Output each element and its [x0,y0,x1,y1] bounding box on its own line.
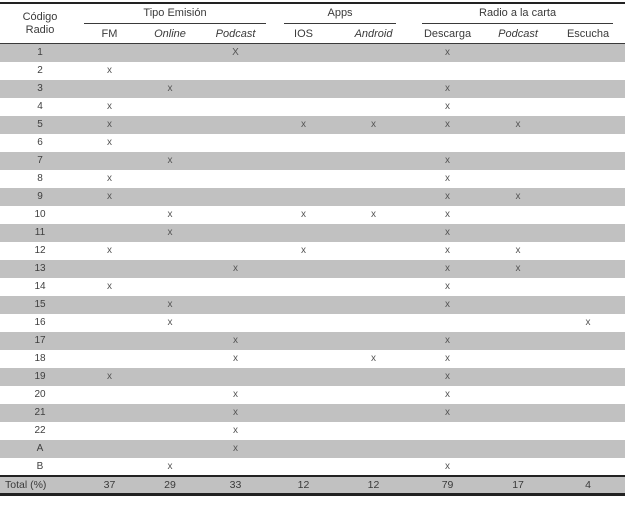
cell-online: x [167,317,173,328]
row-code: 4 [37,101,43,112]
table-row [0,368,625,386]
cell-fm [80,440,139,458]
cell-android: x [371,119,377,130]
table-body [0,44,625,476]
row-code: 8 [37,173,43,184]
col-header-podcast-carta: Podcast [498,27,538,40]
row-code: 17 [34,335,46,346]
cell-online [139,62,201,80]
cell-escucha [551,296,625,314]
row-code: 16 [34,317,46,328]
cell-online [139,98,201,116]
cell-podcast-carta [485,152,551,170]
cell-podcast-emision: x [233,335,238,346]
cell-ios [270,350,337,368]
cell-android [337,98,410,116]
cell-android: x [371,209,377,220]
cell-ios [270,404,337,422]
cell-podcast-carta: x [515,191,521,202]
cell-fm: x [107,245,112,256]
cell-podcast-carta [485,386,551,404]
cell-podcast-emision [201,116,270,134]
table-row [0,314,625,332]
cell-descarga: x [445,191,451,202]
table-row [0,98,625,116]
cell-descarga: x [445,173,451,184]
cell-escucha [551,260,625,278]
cell-podcast-carta [485,80,551,98]
cell-podcast-carta [485,458,551,476]
cell-podcast-emision: x [233,389,238,400]
cell-escucha [551,170,625,188]
cell-podcast-emision [201,242,270,260]
cell-escucha [551,422,625,440]
cell-escucha [551,152,625,170]
cell-escucha [551,368,625,386]
cell-ios [270,98,337,116]
cell-fm [80,458,139,476]
cell-escucha [551,116,625,134]
cell-descarga: x [445,281,451,292]
cell-podcast-carta [485,350,551,368]
cell-android [337,80,410,98]
cell-fm: x [107,137,112,148]
cell-descarga [410,62,485,80]
row-code: 21 [34,407,46,418]
cell-escucha [551,224,625,242]
cell-escucha [551,386,625,404]
cell-ios [270,152,337,170]
table-row [0,80,625,98]
cell-fm [80,314,139,332]
table-row [0,296,625,314]
cell-podcast-carta [485,404,551,422]
cell-escucha [551,404,625,422]
cell-online: x [167,155,173,166]
cell-fm: x [107,191,112,202]
cell-descarga: x [445,407,451,418]
group-header-radio-a-la-carta [410,3,625,24]
cell-podcast-emision: X [232,47,239,59]
cell-online [139,386,201,404]
cell-android [337,44,410,62]
cell-escucha: x [585,317,591,328]
cell-podcast-emision: x [233,407,238,418]
cell-podcast-emision: x [233,353,238,364]
table-row [0,188,625,206]
cell-fm: x [107,65,112,76]
cell-descarga: x [445,83,451,94]
cell-podcast-emision [201,296,270,314]
cell-online: x [167,227,173,238]
cell-ios: x [301,119,307,130]
row-code: 6 [37,137,43,148]
cell-android [337,242,410,260]
corner-header-codigo-radio [0,3,80,44]
cell-android [337,314,410,332]
row-code: 7 [37,155,43,166]
cell-podcast-carta [485,206,551,224]
cell-podcast-emision [201,80,270,98]
table-row [0,152,625,170]
cell-descarga: x [445,209,451,220]
group-label-tipo-emision: Tipo Emisión [84,4,266,24]
cell-podcast-carta [485,296,551,314]
corner-line1: Código [22,10,58,23]
cell-escucha [551,206,625,224]
cell-online [139,404,201,422]
table-header [0,3,625,44]
cell-descarga [410,422,485,440]
cell-ios [270,296,337,314]
table-row [0,134,625,152]
table-row [0,458,625,476]
cell-fm [80,224,139,242]
cell-podcast-emision [201,206,270,224]
cell-fm [80,422,139,440]
cell-android [337,278,410,296]
cell-podcast-carta [485,278,551,296]
cell-online [139,44,201,62]
cell-podcast-carta [485,422,551,440]
cell-android [337,404,410,422]
cell-escucha [551,44,625,62]
total-ios: 12 [297,478,310,491]
cell-online [139,134,201,152]
col-header-fm: FM [101,27,118,40]
cell-fm [80,404,139,422]
cell-podcast-emision [201,98,270,116]
table-row [0,170,625,188]
cell-podcast-emision [201,188,270,206]
cell-online: x [167,209,173,220]
cell-ios [270,134,337,152]
cell-android [337,458,410,476]
cell-online [139,332,201,350]
cell-descarga [410,314,485,332]
cell-online [139,242,201,260]
group-header-row [0,3,625,24]
cell-online [139,260,201,278]
cell-podcast-emision [201,224,270,242]
cell-podcast-carta [485,134,551,152]
cell-android [337,170,410,188]
row-code: A [36,443,44,454]
cell-escucha [551,98,625,116]
table-row [0,206,625,224]
cell-escucha [551,80,625,98]
cell-escucha [551,278,625,296]
cell-podcast-carta: x [515,119,521,130]
cell-escucha [551,440,625,458]
cell-descarga: x [445,227,451,238]
cell-ios: x [301,209,307,220]
table-row [0,350,625,368]
cell-ios [270,224,337,242]
cell-online [139,368,201,386]
cell-online [139,440,201,458]
cell-ios: x [301,245,307,256]
col-header-descarga: Descarga [423,27,472,40]
total-row [0,476,625,495]
cell-podcast-emision: x [233,425,238,436]
cell-android [337,368,410,386]
cell-online: x [167,460,173,472]
cell-descarga: x [445,263,451,274]
cell-fm [80,332,139,350]
cell-escucha [551,242,625,260]
cell-android [337,296,410,314]
row-code: 14 [34,281,46,292]
cell-fm: x [107,281,112,292]
group-header-apps [270,3,410,24]
table-row [0,62,625,80]
col-header-podcast-emision: Podcast [215,27,256,40]
cell-podcast-emision [201,62,270,80]
table-row [0,224,625,242]
cell-descarga: x [445,155,451,166]
row-code: 1 [37,47,43,59]
cell-ios [270,170,337,188]
row-code: 10 [34,209,46,220]
row-code: 18 [34,353,46,364]
col-header-online: Online [154,27,186,40]
cell-descarga: x [445,245,451,256]
table-row [0,242,625,260]
cell-online [139,170,201,188]
cell-fm [80,152,139,170]
total-fm: 37 [103,478,116,491]
cell-online: x [167,83,173,94]
cell-fm [80,350,139,368]
total-label: Total (%) [5,478,47,491]
cell-ios [270,458,337,476]
cell-ios [270,440,337,458]
cell-podcast-emision [201,368,270,386]
cell-ios [270,368,337,386]
cell-escucha [551,332,625,350]
cell-descarga: x [445,47,451,59]
cell-android [337,152,410,170]
cell-podcast-emision [201,314,270,332]
corner-line2: Radio [25,23,55,36]
cell-podcast-emision: x [233,263,238,274]
sub-header-row [0,24,625,44]
row-code: 5 [37,119,43,130]
table-row [0,386,625,404]
cell-android [337,440,410,458]
cell-fm [80,260,139,278]
radio-data-table [0,2,625,496]
table-row [0,440,625,458]
cell-podcast-carta [485,44,551,62]
total-online: 29 [164,478,176,491]
cell-online [139,188,201,206]
cell-podcast-carta [485,62,551,80]
cell-podcast-emision [201,170,270,188]
group-label-apps: Apps [284,4,396,24]
cell-podcast-carta [485,332,551,350]
cell-podcast-emision [201,134,270,152]
cell-fm: x [107,173,112,184]
cell-descarga: x [445,119,451,130]
cell-ios [270,188,337,206]
row-code: 11 [34,227,46,238]
cell-descarga: x [445,299,451,310]
cell-fm [80,206,139,224]
cell-podcast-carta [485,224,551,242]
cell-ios [270,278,337,296]
cell-android [337,62,410,80]
row-code: 2 [37,65,43,76]
cell-escucha [551,62,625,80]
total-descarga: 79 [441,478,454,491]
group-header-tipo-emision [80,3,270,24]
table-row [0,116,625,134]
cell-android [337,332,410,350]
cell-podcast-emision [201,152,270,170]
total-podcast-emision: 33 [229,478,242,491]
row-code: 9 [37,191,43,202]
cell-descarga: x [445,389,451,400]
cell-descarga: x [445,353,451,364]
cell-descarga: x [445,371,451,382]
cell-fm: x [107,371,112,382]
cell-podcast-carta: x [515,263,521,274]
row-code: 15 [34,299,46,310]
cell-podcast-carta [485,98,551,116]
cell-podcast-emision: x [233,443,238,454]
cell-android: x [371,353,377,364]
cell-online [139,116,201,134]
table-row [0,44,625,62]
cell-podcast-carta: x [515,245,521,256]
total-android: 12 [367,478,380,491]
cell-descarga [410,134,485,152]
cell-android [337,260,410,278]
table-row [0,332,625,350]
cell-android [337,134,410,152]
cell-fm [80,80,139,98]
cell-online [139,422,201,440]
row-code: B [36,460,44,472]
total-podcast-carta: 17 [512,478,524,491]
cell-descarga: x [445,101,451,112]
cell-podcast-carta [485,368,551,386]
table-footer [0,476,625,495]
cell-android [337,386,410,404]
table-row [0,260,625,278]
row-code: 19 [34,371,46,382]
cell-fm: x [107,101,112,112]
cell-descarga: x [445,460,451,472]
cell-android [337,188,410,206]
cell-ios [270,260,337,278]
row-code: 22 [34,425,46,436]
cell-escucha [551,350,625,368]
cell-fm [80,386,139,404]
cell-podcast-emision [201,458,270,476]
cell-podcast-carta [485,440,551,458]
table-row [0,404,625,422]
col-header-ios: IOS [294,27,313,40]
cell-android [337,422,410,440]
cell-android [337,224,410,242]
cell-podcast-carta [485,170,551,188]
cell-ios [270,332,337,350]
cell-online [139,278,201,296]
cell-online: x [167,299,173,310]
cell-fm: x [107,119,112,130]
row-code: 13 [34,263,46,274]
cell-fm [80,44,139,62]
table-row [0,422,625,440]
cell-podcast-carta [485,314,551,332]
cell-podcast-emision [201,278,270,296]
row-code: 3 [37,83,43,94]
cell-ios [270,44,337,62]
cell-ios [270,62,337,80]
total-escucha: 4 [585,478,591,491]
cell-descarga [410,440,485,458]
cell-descarga: x [445,335,451,346]
group-label-radio-a-la-carta: Radio a la carta [422,4,613,24]
col-header-escucha: Escucha [566,27,610,40]
cell-escucha [551,458,625,476]
row-code: 20 [34,389,46,400]
cell-ios [270,314,337,332]
cell-fm [80,296,139,314]
col-header-android: Android [354,27,393,40]
cell-escucha [551,188,625,206]
table-row [0,278,625,296]
cell-ios [270,422,337,440]
cell-online [139,350,201,368]
cell-ios [270,80,337,98]
row-code: 12 [34,245,46,256]
cell-escucha [551,134,625,152]
cell-ios [270,386,337,404]
